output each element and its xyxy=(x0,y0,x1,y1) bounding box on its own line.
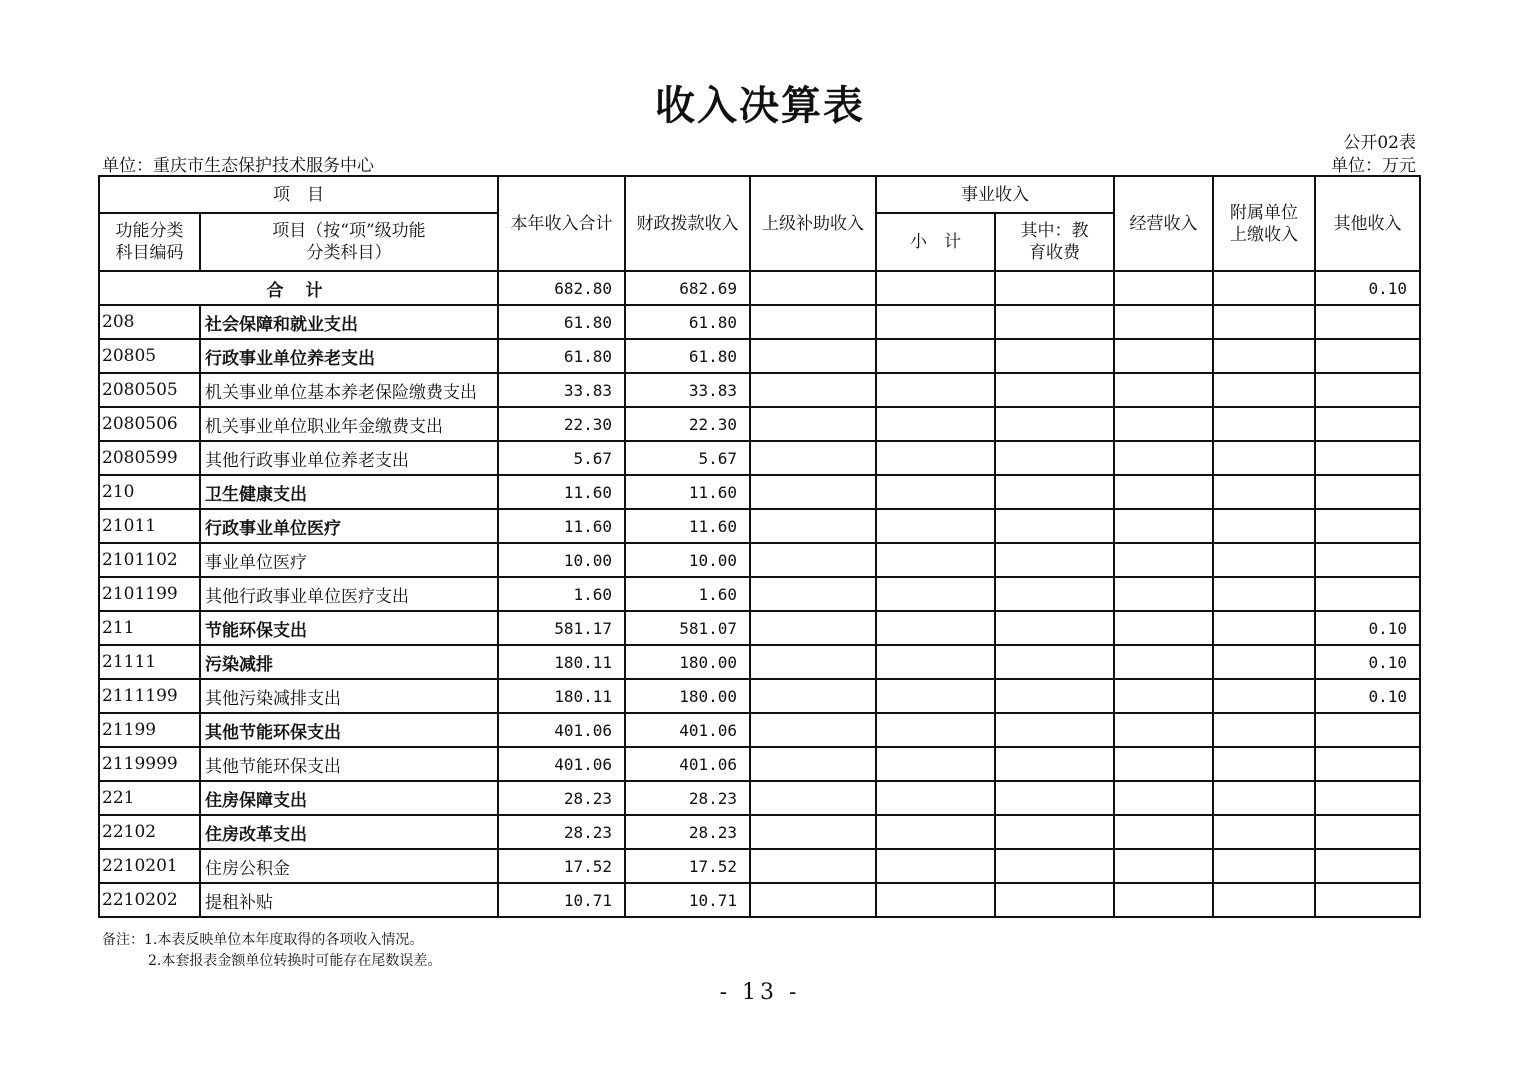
row-other xyxy=(1315,339,1420,373)
row-fiscal: 1.60 xyxy=(625,577,750,611)
total-operating-value xyxy=(1114,271,1213,305)
table-row xyxy=(99,611,1420,645)
row-total-income: 17.52 xyxy=(498,849,625,883)
row-operating xyxy=(1114,713,1213,747)
row-total-income: 10.00 xyxy=(498,543,625,577)
page-number: - 13 - xyxy=(719,980,801,1005)
row-subtotal xyxy=(876,373,995,407)
row-fiscal: 180.00 xyxy=(625,645,750,679)
row-operating xyxy=(1114,373,1213,407)
row-subtotal xyxy=(876,747,995,781)
row-subtotal xyxy=(876,339,995,373)
row-affiliated xyxy=(1213,849,1315,883)
total-income-value: 682.80 xyxy=(498,271,625,305)
row-subtotal xyxy=(876,509,995,543)
table-row xyxy=(99,441,1420,475)
row-code: 2111199 xyxy=(99,679,200,713)
row-other: 0.10 xyxy=(1315,611,1420,645)
row-total-income: 11.60 xyxy=(498,475,625,509)
row-fiscal: 5.67 xyxy=(625,441,750,475)
row-edu-fee xyxy=(995,407,1114,441)
row-affiliated xyxy=(1213,679,1315,713)
income-table xyxy=(98,175,1421,918)
row-other xyxy=(1315,509,1420,543)
row-name: 其他行政事业单位养老支出 xyxy=(200,441,498,475)
row-edu-fee xyxy=(995,781,1114,815)
row-affiliated xyxy=(1213,441,1315,475)
table-row xyxy=(99,747,1420,781)
row-other xyxy=(1315,441,1420,475)
row-affiliated xyxy=(1213,509,1315,543)
table-row xyxy=(99,645,1420,679)
row-name: 其他节能环保支出 xyxy=(200,747,498,781)
table-row xyxy=(99,475,1420,509)
row-operating xyxy=(1114,883,1213,917)
row-superior xyxy=(750,339,876,373)
row-total-income: 61.80 xyxy=(498,305,625,339)
row-subtotal xyxy=(876,441,995,475)
row-edu-fee xyxy=(995,747,1114,781)
row-other xyxy=(1315,305,1420,339)
row-operating xyxy=(1114,645,1213,679)
row-name: 机关事业单位基本养老保险缴费支出 xyxy=(200,373,498,407)
total-other-value: 0.10 xyxy=(1315,271,1420,305)
unit-name: 单位：重庆市生态保护技术服务中心 xyxy=(102,156,374,176)
row-subtotal xyxy=(876,611,995,645)
row-affiliated xyxy=(1213,475,1315,509)
row-code: 21111 xyxy=(99,645,200,679)
row-name: 其他行政事业单位医疗支出 xyxy=(200,577,498,611)
row-other xyxy=(1315,543,1420,577)
row-total-income: 33.83 xyxy=(498,373,625,407)
row-fiscal: 10.00 xyxy=(625,543,750,577)
header-business: 事业收入 xyxy=(876,176,1114,213)
unit-currency: 单位：万元 xyxy=(1331,156,1416,176)
row-code: 20805 xyxy=(99,339,200,373)
row-name: 机关事业单位职业年金缴费支出 xyxy=(200,407,498,441)
row-name: 污染减排 xyxy=(200,645,498,679)
row-subtotal xyxy=(876,849,995,883)
row-other xyxy=(1315,849,1420,883)
row-superior xyxy=(750,849,876,883)
row-fiscal: 17.52 xyxy=(625,849,750,883)
row-operating xyxy=(1114,815,1213,849)
header-other: 其他收入 xyxy=(1315,176,1420,271)
row-fiscal: 401.06 xyxy=(625,713,750,747)
table-code: 公开02表 xyxy=(1343,133,1416,153)
row-subtotal xyxy=(876,883,995,917)
row-superior xyxy=(750,883,876,917)
row-total-income: 401.06 xyxy=(498,747,625,781)
row-affiliated xyxy=(1213,407,1315,441)
row-edu-fee xyxy=(995,815,1114,849)
row-operating xyxy=(1114,543,1213,577)
row-total-income: 180.11 xyxy=(498,645,625,679)
table-row xyxy=(99,339,1420,373)
table-row xyxy=(99,883,1420,917)
data-rows xyxy=(99,305,1420,917)
row-name: 提租补贴 xyxy=(200,883,498,917)
row-code: 2080599 xyxy=(99,441,200,475)
row-affiliated xyxy=(1213,543,1315,577)
row-subtotal xyxy=(876,781,995,815)
row-superior xyxy=(750,747,876,781)
row-edu-fee xyxy=(995,849,1114,883)
row-code: 221 xyxy=(99,781,200,815)
row-subtotal xyxy=(876,407,995,441)
row-superior xyxy=(750,611,876,645)
row-subtotal xyxy=(876,679,995,713)
table-row xyxy=(99,713,1420,747)
row-total-income: 22.30 xyxy=(498,407,625,441)
row-subtotal xyxy=(876,475,995,509)
row-subtotal xyxy=(876,543,995,577)
notes xyxy=(102,930,441,972)
row-other xyxy=(1315,475,1420,509)
row-superior xyxy=(750,305,876,339)
row-superior xyxy=(750,407,876,441)
row-total-income: 180.11 xyxy=(498,679,625,713)
row-total-income: 61.80 xyxy=(498,339,625,373)
total-affiliated-value xyxy=(1213,271,1315,305)
row-fiscal: 11.60 xyxy=(625,509,750,543)
row-total-income: 11.60 xyxy=(498,509,625,543)
row-operating xyxy=(1114,305,1213,339)
row-affiliated xyxy=(1213,611,1315,645)
row-superior xyxy=(750,815,876,849)
row-code: 211 xyxy=(99,611,200,645)
row-fiscal: 22.30 xyxy=(625,407,750,441)
row-superior xyxy=(750,509,876,543)
table-row xyxy=(99,509,1420,543)
row-name: 行政事业单位养老支出 xyxy=(200,339,498,373)
row-operating xyxy=(1114,577,1213,611)
row-other: 0.10 xyxy=(1315,679,1420,713)
row-name: 事业单位医疗 xyxy=(200,543,498,577)
row-total-income: 28.23 xyxy=(498,815,625,849)
row-edu-fee xyxy=(995,441,1114,475)
header-superior: 上级补助收入 xyxy=(750,176,876,271)
row-other xyxy=(1315,577,1420,611)
total-label: 合 计 xyxy=(99,271,498,305)
row-operating xyxy=(1114,679,1213,713)
row-total-income: 28.23 xyxy=(498,781,625,815)
row-superior xyxy=(750,679,876,713)
header-row-1 xyxy=(99,176,1420,213)
row-edu-fee xyxy=(995,305,1114,339)
row-name: 其他节能环保支出 xyxy=(200,713,498,747)
row-edu-fee xyxy=(995,543,1114,577)
row-edu-fee xyxy=(995,475,1114,509)
row-other xyxy=(1315,713,1420,747)
row-operating xyxy=(1114,339,1213,373)
row-operating xyxy=(1114,747,1213,781)
row-name: 住房保障支出 xyxy=(200,781,498,815)
table-row xyxy=(99,679,1420,713)
row-affiliated xyxy=(1213,645,1315,679)
table-row xyxy=(99,577,1420,611)
row-operating xyxy=(1114,441,1213,475)
header-fiscal: 财政拨款收入 xyxy=(625,176,750,271)
row-subtotal xyxy=(876,645,995,679)
row-affiliated xyxy=(1213,373,1315,407)
table-row xyxy=(99,373,1420,407)
row-total-income: 10.71 xyxy=(498,883,625,917)
row-name: 社会保障和就业支出 xyxy=(200,305,498,339)
header-edu-fee: 其中：教育收费 xyxy=(995,213,1114,271)
header-func-code: 功能分类科目编码 xyxy=(99,213,200,271)
row-edu-fee xyxy=(995,509,1114,543)
row-fiscal: 33.83 xyxy=(625,373,750,407)
row-affiliated xyxy=(1213,577,1315,611)
row-fiscal: 28.23 xyxy=(625,781,750,815)
row-affiliated xyxy=(1213,781,1315,815)
table-row xyxy=(99,849,1420,883)
row-superior xyxy=(750,543,876,577)
row-other xyxy=(1315,407,1420,441)
row-name: 其他污染减排支出 xyxy=(200,679,498,713)
row-code: 2101199 xyxy=(99,577,200,611)
row-name: 行政事业单位医疗 xyxy=(200,509,498,543)
row-name: 住房改革支出 xyxy=(200,815,498,849)
row-affiliated xyxy=(1213,713,1315,747)
row-edu-fee xyxy=(995,577,1114,611)
row-subtotal xyxy=(876,815,995,849)
row-other xyxy=(1315,747,1420,781)
table-row xyxy=(99,815,1420,849)
row-operating xyxy=(1114,781,1213,815)
row-affiliated xyxy=(1213,747,1315,781)
total-edu-fee-value xyxy=(995,271,1114,305)
row-code: 22102 xyxy=(99,815,200,849)
row-superior xyxy=(750,713,876,747)
row-fiscal: 11.60 xyxy=(625,475,750,509)
row-other xyxy=(1315,883,1420,917)
total-fiscal-value: 682.69 xyxy=(625,271,750,305)
row-other xyxy=(1315,815,1420,849)
row-fiscal: 581.07 xyxy=(625,611,750,645)
row-affiliated xyxy=(1213,883,1315,917)
row-operating xyxy=(1114,509,1213,543)
table-row xyxy=(99,543,1420,577)
row-edu-fee xyxy=(995,373,1114,407)
row-total-income: 401.06 xyxy=(498,713,625,747)
row-code: 208 xyxy=(99,305,200,339)
row-affiliated xyxy=(1213,815,1315,849)
row-affiliated xyxy=(1213,305,1315,339)
row-edu-fee xyxy=(995,679,1114,713)
row-code: 2119999 xyxy=(99,747,200,781)
row-superior xyxy=(750,645,876,679)
row-code: 21199 xyxy=(99,713,200,747)
header-operating: 经营收入 xyxy=(1114,176,1213,271)
row-superior xyxy=(750,781,876,815)
row-other xyxy=(1315,781,1420,815)
page-title: 收入决算表 xyxy=(655,82,865,129)
row-fiscal: 180.00 xyxy=(625,679,750,713)
header-item: 项 目 xyxy=(99,176,498,213)
row-operating xyxy=(1114,611,1213,645)
table-row xyxy=(99,407,1420,441)
row-superior xyxy=(750,373,876,407)
row-edu-fee xyxy=(995,645,1114,679)
row-name: 节能环保支出 xyxy=(200,611,498,645)
row-name: 卫生健康支出 xyxy=(200,475,498,509)
row-total-income: 581.17 xyxy=(498,611,625,645)
header-total-income: 本年收入合计 xyxy=(498,176,625,271)
row-affiliated xyxy=(1213,339,1315,373)
row-fiscal: 61.80 xyxy=(625,339,750,373)
row-total-income: 5.67 xyxy=(498,441,625,475)
table-row xyxy=(99,781,1420,815)
row-code: 2101102 xyxy=(99,543,200,577)
row-edu-fee xyxy=(995,713,1114,747)
row-subtotal xyxy=(876,305,995,339)
row-operating xyxy=(1114,407,1213,441)
row-fiscal: 10.71 xyxy=(625,883,750,917)
row-fiscal: 61.80 xyxy=(625,305,750,339)
row-edu-fee xyxy=(995,339,1114,373)
total-subtotal-value xyxy=(876,271,995,305)
note-2: 2.本套报表金额单位转换时可能存在尾数误差。 xyxy=(148,953,442,969)
total-row xyxy=(99,271,1420,305)
row-superior xyxy=(750,475,876,509)
row-code: 2080506 xyxy=(99,407,200,441)
row-superior xyxy=(750,441,876,475)
row-code: 2210202 xyxy=(99,883,200,917)
row-code: 2210201 xyxy=(99,849,200,883)
row-fiscal: 401.06 xyxy=(625,747,750,781)
note-1: 备注：1.本表反映单位本年度取得的各项收入情况。 xyxy=(102,932,424,948)
row-code: 21011 xyxy=(99,509,200,543)
row-fiscal: 28.23 xyxy=(625,815,750,849)
table-row xyxy=(99,305,1420,339)
row-total-income: 1.60 xyxy=(498,577,625,611)
row-name: 住房公积金 xyxy=(200,849,498,883)
row-other xyxy=(1315,373,1420,407)
total-superior-value xyxy=(750,271,876,305)
row-superior xyxy=(750,577,876,611)
row-edu-fee xyxy=(995,611,1114,645)
header-subtotal: 小 计 xyxy=(876,213,995,271)
row-code: 210 xyxy=(99,475,200,509)
row-edu-fee xyxy=(995,883,1114,917)
row-code: 2080505 xyxy=(99,373,200,407)
row-subtotal xyxy=(876,577,995,611)
header-affiliated: 附属单位上缴收入 xyxy=(1213,176,1315,271)
row-operating xyxy=(1114,475,1213,509)
row-operating xyxy=(1114,849,1213,883)
row-subtotal xyxy=(876,713,995,747)
row-other: 0.10 xyxy=(1315,645,1420,679)
header-func-name: 项目（按“项”级功能分类科目） xyxy=(200,213,498,271)
